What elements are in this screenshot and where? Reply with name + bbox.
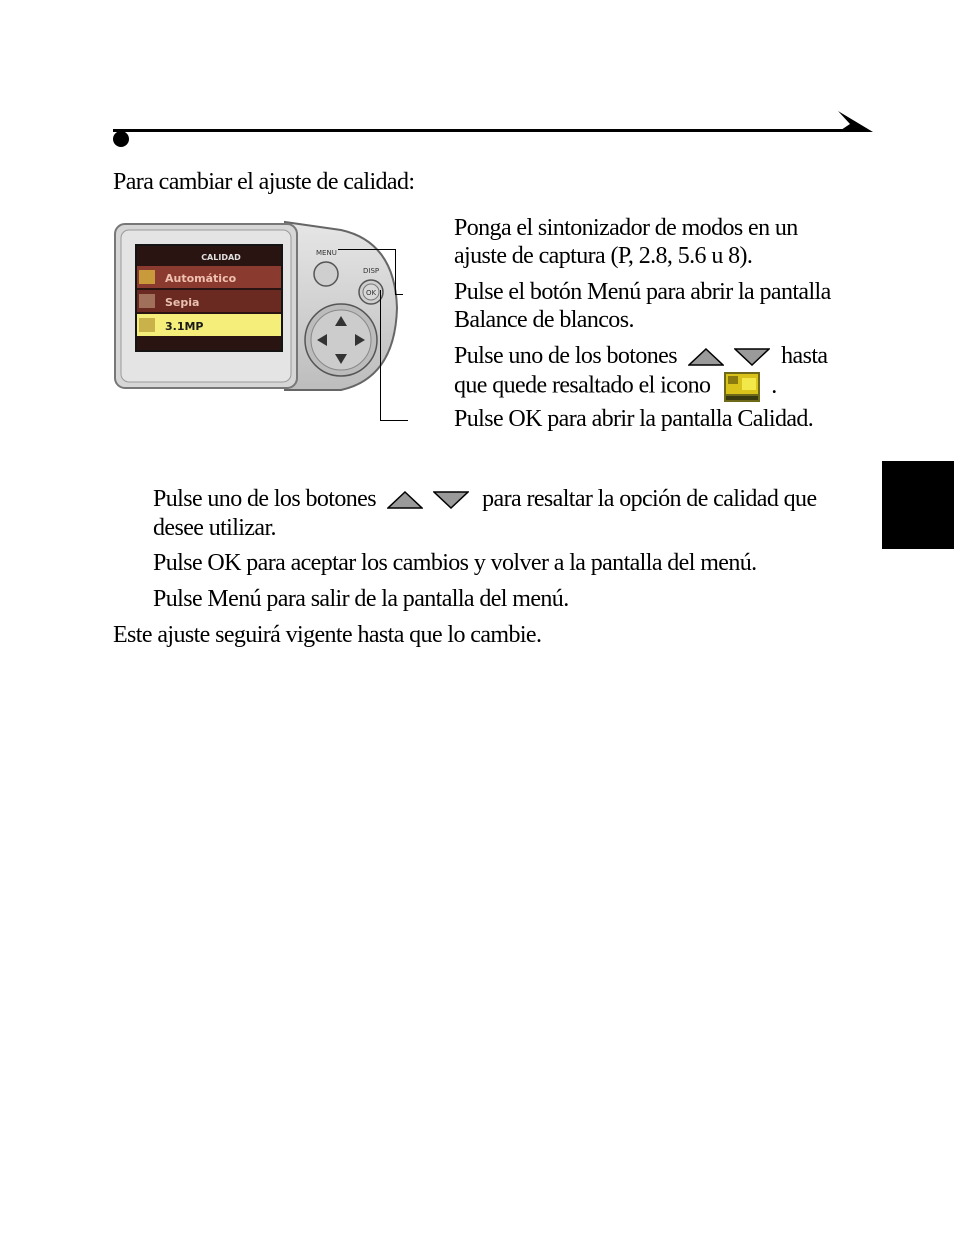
step-3-line-2 bbox=[454, 370, 777, 404]
header-rule-arrow-icon bbox=[836, 110, 874, 134]
camera-lcd-highlight bbox=[137, 314, 281, 336]
step-7-line-1: Pulse Menú para salir de la pantalla del menú. bbox=[153, 586, 569, 612]
callout-ok-vertical bbox=[380, 290, 381, 421]
callout-ok-horizontal bbox=[380, 420, 408, 421]
camera-back-illustration bbox=[113, 218, 413, 418]
step-3-line-2-end: . bbox=[771, 372, 777, 399]
closing-text: Este ajuste seguirá vigente hasta que lo cambie. bbox=[113, 622, 542, 648]
step-6-line-1: Pulse OK para aceptar los cambios y volver a la pantalla del menú. bbox=[153, 550, 757, 576]
camera-ok-label: OK bbox=[366, 289, 377, 297]
chapter-side-tab bbox=[882, 461, 954, 549]
camera-menu-button bbox=[314, 262, 338, 286]
step-1-line-2: ajuste de captura (P, 2.8, 5.6 u 8). bbox=[454, 243, 753, 269]
step-2-line-2: Balance de blancos. bbox=[454, 307, 634, 333]
step-3-line-1 bbox=[454, 342, 827, 370]
step-3-line-1-start: Pulse uno de los botones bbox=[454, 343, 677, 369]
step-2-line-1: Pulse el botón Menú para abrir la pantalla bbox=[454, 279, 831, 305]
header-rule bbox=[113, 129, 843, 132]
step-3-line-1-end: hasta bbox=[781, 343, 828, 369]
up-arrow-icon bbox=[688, 348, 724, 366]
step-5-line-1-end: para resaltar la opción de calidad que bbox=[482, 486, 817, 512]
down-arrow-icon bbox=[433, 491, 469, 509]
step-1-line-1: Ponga el sintonizador de modos en un bbox=[454, 215, 798, 241]
camera-lcd-option-2: Sepia bbox=[165, 296, 200, 309]
camera-lcd-option-1: Automático bbox=[165, 272, 237, 285]
header-rule-dot bbox=[113, 131, 129, 147]
quality-menu-icon bbox=[722, 370, 762, 404]
callout-menu-tick bbox=[395, 294, 403, 295]
camera-lcd-option-3: 3.1MP bbox=[165, 320, 204, 333]
up-arrow-icon bbox=[387, 491, 423, 509]
camera-menu-label: MENU bbox=[316, 249, 337, 257]
step-5-line-2: desee utilizar. bbox=[153, 515, 276, 541]
callout-menu-vertical bbox=[395, 249, 396, 295]
down-arrow-icon bbox=[734, 348, 770, 366]
camera-disp-label: DISP bbox=[363, 267, 380, 275]
step-3-line-2-start: que quede resaltado el icono bbox=[454, 372, 711, 399]
step-4-line-1: Pulse OK para abrir la pantalla Calidad. bbox=[454, 406, 814, 432]
step-5-line-1 bbox=[153, 485, 817, 513]
camera-lcd-title: CALIDAD bbox=[201, 253, 241, 262]
intro-text: Para cambiar el ajuste de calidad: bbox=[113, 169, 415, 195]
step-5-line-1-start: Pulse uno de los botones bbox=[153, 486, 376, 512]
callout-menu-horizontal bbox=[338, 249, 396, 250]
